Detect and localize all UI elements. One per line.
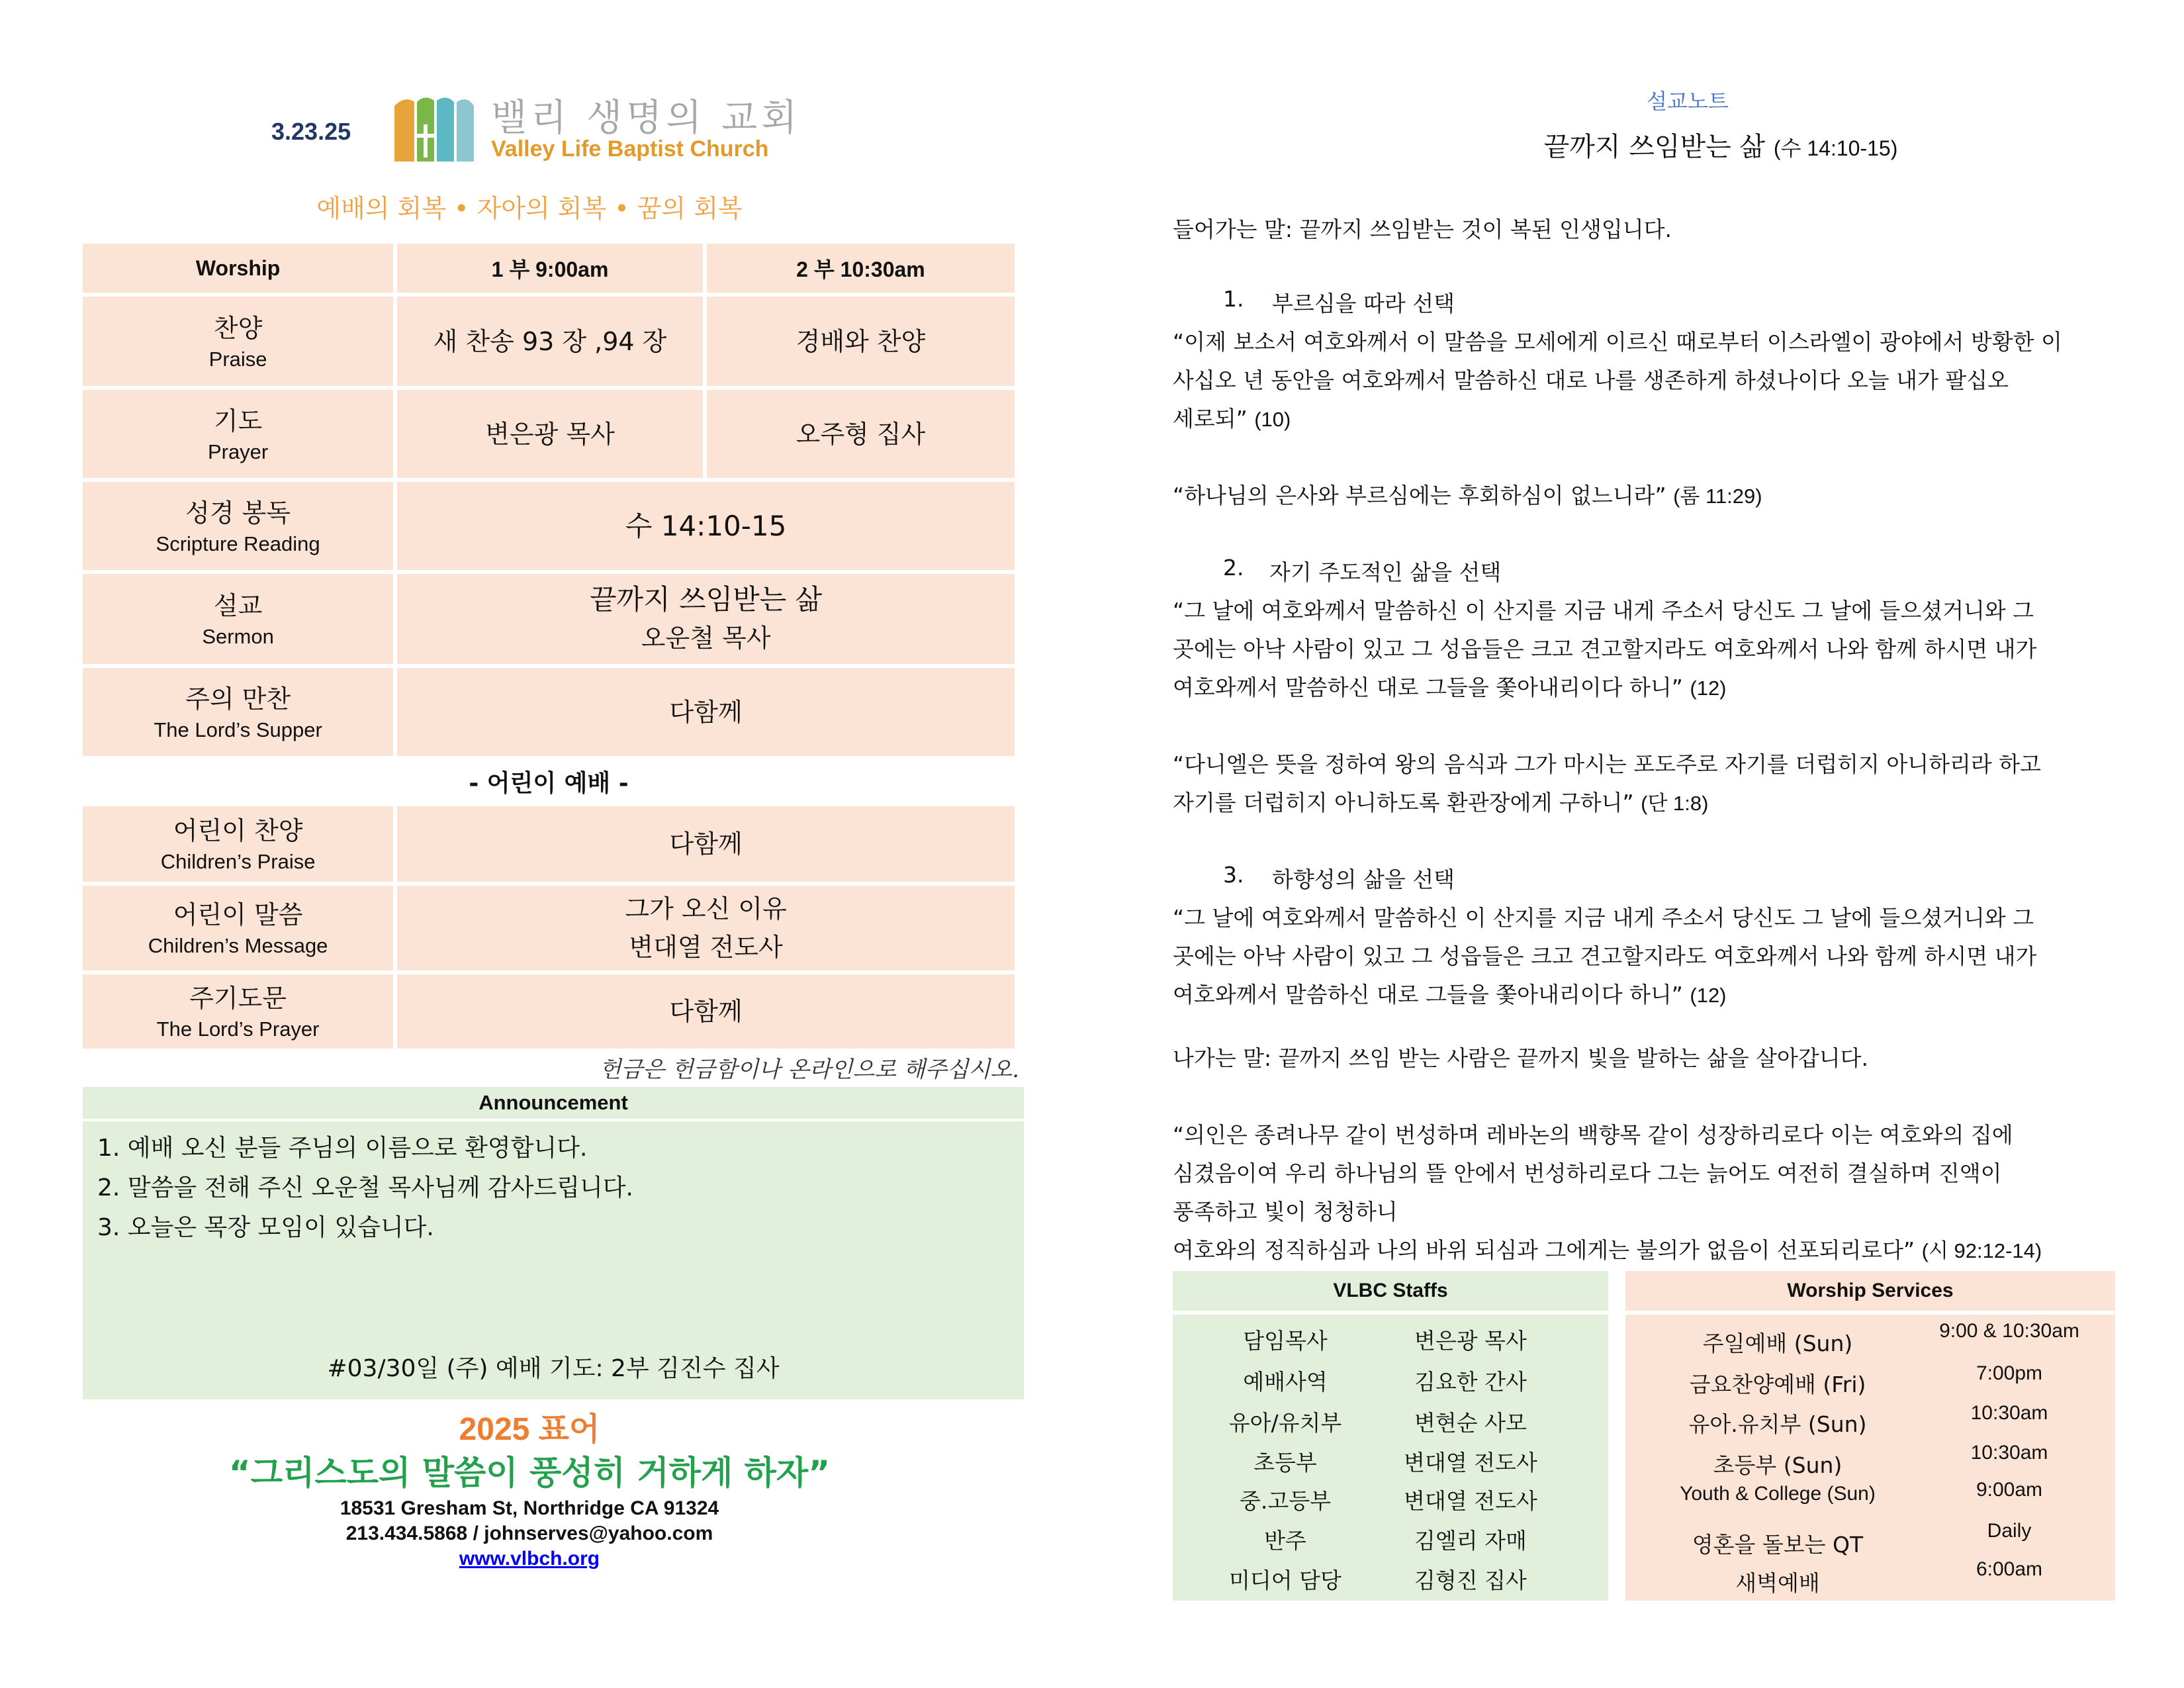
- point-2-quote-line: [1173, 669, 1727, 708]
- second-service-header: 2 부 10:30am: [707, 244, 1015, 293]
- point-3-quote-text: 여호와께서 말씀하신 대로 그들을 쫓아내리이다 하니”: [1173, 982, 1683, 1008]
- point-3-quote-line: [1173, 976, 1727, 1015]
- point-3-quote-line: 곳에는 아낙 사람이 있고 그 성읍들은 크고 견고할지라도 여호와께서 나와 함께 하시면 내가: [1173, 943, 2037, 969]
- announcement-heading: Announcement: [83, 1087, 1024, 1119]
- staff-name: 김형진 집사: [1414, 1568, 1527, 1593]
- staff-role: 중.고등부: [1239, 1488, 1331, 1514]
- sermon-preacher: 오운철 목사: [641, 624, 771, 653]
- staff-name: 변대열 전도사: [1404, 1450, 1537, 1476]
- staff-name: 김엘리 자매: [1414, 1528, 1527, 1554]
- point-1-quote-2: [1173, 477, 1762, 516]
- sermon-notes-title-text: 끝까지 쓰임받는 삶: [1543, 132, 1766, 162]
- service-time: 10:30am: [1970, 1402, 2048, 1424]
- point-2-title: 자기 주도적인 삶을 선택: [1269, 559, 1502, 585]
- sermon-en: Sermon: [202, 625, 274, 648]
- point-1-title: 부르심을 따라 선택: [1272, 291, 1455, 316]
- worship-order-table: [79, 240, 1019, 1053]
- point-1-number: 1.: [1223, 286, 1244, 312]
- sermon-intro: 들어가는 말: 끝까지 쓰임받는 것이 복된 인생입니다.: [1173, 216, 1672, 242]
- point-2-quote-2-ref: (단 1:8): [1641, 792, 1709, 815]
- church-phone-email: 213.434.5868 / johnserves@yahoo.com: [345, 1523, 713, 1544]
- staff-role: 미디어 담당: [1229, 1568, 1342, 1593]
- staff-role: 담임목사: [1243, 1328, 1328, 1354]
- first-service-header: 1 부 9:00am: [397, 244, 703, 293]
- point-3-quote-line: “그 날에 여호와께서 말씀하신 이 산지를 지금 내게 주소서 당신도 그 날에 들으셨거니와 그: [1173, 905, 2034, 931]
- point-2-quote-2-line: [1173, 784, 1708, 823]
- sermon-notes-label: 설교노트: [1647, 89, 1729, 114]
- final-quote-line: [1173, 1231, 2042, 1270]
- prayer-en: Prayer: [207, 440, 269, 463]
- church-logo: [390, 93, 477, 165]
- church-name-korean: 밸리 생명의 교회: [491, 97, 801, 140]
- worship-col-header: Worship: [83, 244, 393, 293]
- point-1-quote-line: “이제 보소서 여호와께서 이 말씀을 모세에게 이르신 때로부터 이스라엘이 광야에서 방황한 이: [1173, 329, 2062, 355]
- point-2-quote-ref: (12): [1690, 677, 1727, 700]
- church-address: 18531 Gresham St, Northridge CA 91324: [340, 1497, 719, 1519]
- service-time: 9:00am: [1976, 1479, 2043, 1501]
- service-time: Daily: [1987, 1520, 2032, 1542]
- church-motto: 예배의 회복 • 자아의 회복 • 꿈의 회복: [316, 194, 743, 223]
- service-name: 영혼을 돌보는 QT: [1692, 1532, 1864, 1558]
- point-3-number: 3.: [1223, 862, 1244, 888]
- offering-note: 헌금은 헌금함이나 온라인으로 해주십시오.: [599, 1056, 1019, 1083]
- service-time: 7:00pm: [1976, 1362, 2043, 1384]
- point-1-quote-text: 세로되”: [1173, 406, 1248, 432]
- final-quote-text: 여호와의 정직하심과 나의 바위 되심과 그에게는 불의가 없음이 선포되리로다”: [1173, 1237, 1915, 1263]
- scripture-value: 수 14:10-15: [397, 482, 1015, 570]
- staffs-box: [1173, 1271, 1608, 1601]
- sermon-notes-title-ref: (수 14:10-15): [1773, 136, 1898, 160]
- staffs-heading: VLBC Staffs: [1173, 1271, 1608, 1315]
- lords-prayer-value: 다함께: [397, 974, 1015, 1049]
- service-time: 9:00 & 10:30am: [1939, 1320, 2079, 1342]
- services-heading: Worship Services: [1625, 1271, 2115, 1315]
- point-2-quote-text: 여호와께서 말씀하신 대로 그들을 쫓아내리이다 하니”: [1173, 675, 1683, 700]
- children-message-row: [83, 886, 1015, 970]
- lords-prayer-row: [83, 974, 1015, 1049]
- services-box: [1625, 1271, 2115, 1601]
- children-praise-row: [83, 806, 1015, 882]
- point-1-quote-ref: (10): [1254, 408, 1291, 431]
- point-1-quote-line: 사십오 년 동안을 여호와께서 말씀하신 대로 나를 생존하게 하셨나이다 오늘 내가 팔십오: [1173, 367, 2009, 393]
- bulletin-date: 3.23.25: [271, 118, 351, 145]
- c-message-preacher: 변대열 전도사: [629, 933, 783, 962]
- prayer-ko: 기도: [213, 406, 263, 436]
- c-praise-en: Children’s Praise: [160, 850, 316, 873]
- theme-verse: “그리스도의 말씀이 풍성히 거하게 하자”: [228, 1454, 831, 1492]
- announcement-box: [83, 1121, 1024, 1399]
- point-2-number: 2.: [1223, 555, 1244, 581]
- sermon-ko: 설교: [213, 591, 263, 620]
- service-name: Youth & College (Sun): [1680, 1483, 1876, 1505]
- point-3-quote-ref: (12): [1690, 984, 1727, 1007]
- worship-header-row: [83, 244, 1015, 293]
- point-2-quote-line: “그 날에 여호와께서 말씀하신 이 산지를 지금 내게 주소서 당신도 그 날에 들으셨거니와 그: [1173, 598, 2034, 624]
- final-quote-line: “의인은 종려나무 같이 번성하며 레바논의 백향목 같이 성장하리로다 이는 여호와의 집에: [1173, 1122, 2013, 1148]
- staff-role: 예배사역: [1243, 1369, 1328, 1395]
- prayer-row: [83, 390, 1015, 478]
- service-name: 주일예배 (Sun): [1702, 1331, 1853, 1356]
- service-time: 6:00am: [1976, 1558, 2043, 1580]
- staff-name: 김요한 간사: [1414, 1369, 1527, 1395]
- children-worship-heading: - 어린이 예배 -: [83, 760, 1015, 802]
- staff-role: 반주: [1264, 1528, 1306, 1554]
- prayer-second: 오주형 집사: [707, 390, 1015, 478]
- announcement-item: 1. 예배 오신 분들 주님의 이름으로 환영합니다.: [97, 1135, 588, 1162]
- announcement-item: 2. 말씀을 전해 주신 오운철 목사님께 감사드립니다.: [97, 1174, 633, 1201]
- service-time: 10:30am: [1970, 1442, 2048, 1464]
- theme-year: 2025 표어: [459, 1412, 600, 1447]
- point-2-quote-2-text: 자기를 더럽히지 아니하도록 환관장에게 구하니”: [1173, 790, 1634, 816]
- service-name: 새벽예배: [1735, 1570, 1820, 1596]
- prayer-first: 변은광 목사: [397, 390, 703, 478]
- sermon-row: [83, 574, 1015, 664]
- sermon-outro: 나가는 말: 끝까지 쓰임 받는 사람은 끝까지 빛을 발하는 삶을 살아갑니다.: [1173, 1045, 1868, 1071]
- supper-en: The Lord’s Supper: [154, 718, 322, 741]
- next-prayer-note: #03/30일 (주) 예배 기도: 2부 김진수 집사: [327, 1355, 780, 1382]
- scripture-ko: 성경 봉독: [185, 498, 291, 528]
- c-praise-ko: 어린이 찬양: [173, 816, 303, 845]
- staff-role: 유아/유치부: [1228, 1410, 1342, 1436]
- service-name: 유아.유치부 (Sun): [1688, 1411, 1867, 1437]
- point-1-quote-line: [1173, 400, 1291, 439]
- service-name: 초등부 (Sun): [1713, 1452, 1843, 1478]
- sermon-notes-title: [1390, 126, 2052, 164]
- staff-name: 변현순 사모: [1414, 1410, 1527, 1436]
- point-2-quote-line: 곳에는 아낙 사람이 있고 그 성읍들은 크고 견고할지라도 여호와께서 나와 함께 하시면 내가: [1173, 636, 2037, 662]
- church-name-english: Valley Life Baptist Church: [491, 136, 769, 162]
- final-quote-line: 심겼음이여 우리 하나님의 뜰 안에서 번성하리로다 그는 늙어도 여전히 결실하며 진액이: [1173, 1160, 2002, 1186]
- praise-row: [83, 297, 1015, 386]
- praise-second: 경배와 찬양: [707, 297, 1015, 386]
- point-1-quote-2-text: “하나님의 은사와 부르심에는 후회하심이 없느니라”: [1173, 483, 1666, 508]
- c-message-ko: 어린이 말씀: [173, 900, 303, 929]
- praise-ko: 찬양: [213, 313, 263, 343]
- staff-name: 변대열 전도사: [1404, 1488, 1537, 1514]
- point-3-title: 하향성의 삶을 선택: [1272, 867, 1455, 892]
- lords-prayer-ko: 주기도문: [189, 984, 287, 1013]
- supper-value: 다함께: [397, 668, 1015, 756]
- supper-ko: 주의 만찬: [185, 684, 291, 714]
- final-quote-ref: (시 92:12-14): [1921, 1239, 2042, 1262]
- staff-role: 초등부: [1253, 1450, 1317, 1476]
- supper-row: [83, 668, 1015, 756]
- sermon-title: 끝까지 쓰임받는 삶: [589, 583, 823, 616]
- c-message-en: Children’s Message: [148, 934, 328, 957]
- service-name: 금요찬양예배 (Fri): [1689, 1372, 1866, 1397]
- praise-first: 새 찬송 93 장 ,94 장: [397, 297, 703, 386]
- lords-prayer-en: The Lord’s Prayer: [156, 1017, 320, 1041]
- announcement-item: 3. 오늘은 목장 모임이 있습니다.: [97, 1214, 434, 1241]
- c-praise-value: 다함께: [397, 806, 1015, 882]
- c-message-title: 그가 오신 이유: [625, 894, 787, 923]
- praise-en: Praise: [208, 347, 267, 371]
- church-website-link[interactable]: www.vlbch.org: [459, 1548, 600, 1570]
- final-quote-line: 풍족하고 빛이 청청하니: [1173, 1199, 1398, 1225]
- point-2-quote-2-line: “다니엘은 뜻을 정하여 왕의 음식과 그가 마시는 포도주로 자기를 더럽히지 아니하리라 하고: [1173, 751, 2041, 777]
- point-1-quote-2-ref: (롬 11:29): [1673, 485, 1762, 508]
- staff-name: 변은광 목사: [1414, 1328, 1527, 1354]
- scripture-row: [83, 482, 1015, 570]
- scripture-en: Scripture Reading: [156, 532, 320, 555]
- children-heading-row: [83, 760, 1015, 802]
